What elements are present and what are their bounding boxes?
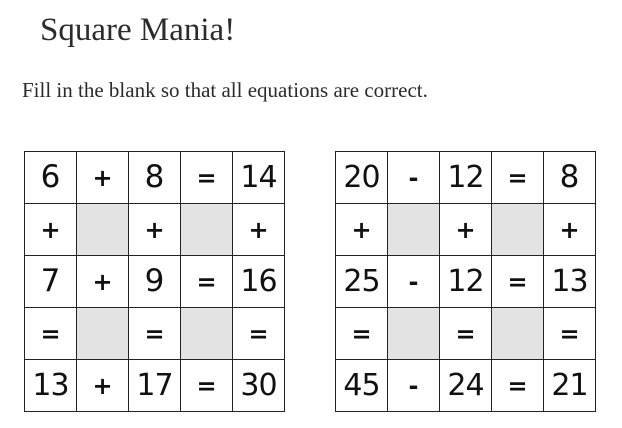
operator-cell: - bbox=[388, 256, 440, 308]
operator-cell: - bbox=[388, 360, 440, 412]
grid-cell: 7 bbox=[25, 256, 77, 308]
grid-cell: 20 bbox=[336, 152, 388, 204]
operator-cell: = bbox=[544, 308, 596, 360]
operator-cell: + bbox=[77, 360, 129, 412]
blank-cell bbox=[181, 308, 233, 360]
blank-cell bbox=[181, 204, 233, 256]
operator-cell: + bbox=[336, 204, 388, 256]
operator-cell: = bbox=[129, 308, 181, 360]
grid-cell: 24 bbox=[440, 360, 492, 412]
blank-cell bbox=[492, 308, 544, 360]
operator-cell: = bbox=[25, 308, 77, 360]
operator-cell: = bbox=[181, 360, 233, 412]
blank-cell bbox=[492, 204, 544, 256]
operator-cell: = bbox=[492, 256, 544, 308]
operator-cell: = bbox=[336, 308, 388, 360]
grid-cell: 17 bbox=[129, 360, 181, 412]
operator-cell: = bbox=[492, 360, 544, 412]
operator-cell: - bbox=[388, 152, 440, 204]
grid-cell: 30 bbox=[233, 360, 285, 412]
grid-cell: 21 bbox=[544, 360, 596, 412]
grid-cell: 12 bbox=[440, 256, 492, 308]
operator-cell: = bbox=[233, 308, 285, 360]
grid-cell: 12 bbox=[440, 152, 492, 204]
operator-cell: + bbox=[544, 204, 596, 256]
grid-cell: 45 bbox=[336, 360, 388, 412]
operator-cell: = bbox=[181, 256, 233, 308]
operator-cell: + bbox=[129, 204, 181, 256]
instruction-text: Fill in the blank so that all equations are correct. bbox=[22, 78, 428, 102]
operator-cell: = bbox=[181, 152, 233, 204]
grid-cell: 9 bbox=[129, 256, 181, 308]
grid-cell: 14 bbox=[233, 152, 285, 204]
puzzle-grid-right bbox=[335, 151, 596, 412]
operator-cell: + bbox=[233, 204, 285, 256]
grid-cell: 8 bbox=[544, 152, 596, 204]
blank-cell bbox=[388, 308, 440, 360]
grid-cell: 8 bbox=[129, 152, 181, 204]
grid-cell: 25 bbox=[336, 256, 388, 308]
page-title: Square Mania! bbox=[40, 12, 236, 48]
operator-cell: + bbox=[77, 256, 129, 308]
blank-cell bbox=[77, 204, 129, 256]
operator-cell: = bbox=[492, 152, 544, 204]
grid-cell: 16 bbox=[233, 256, 285, 308]
puzzle-grid-left bbox=[24, 151, 285, 412]
operator-cell: = bbox=[440, 308, 492, 360]
operator-cell: + bbox=[440, 204, 492, 256]
grid-cell: 13 bbox=[544, 256, 596, 308]
grid-cell: 13 bbox=[25, 360, 77, 412]
blank-cell bbox=[388, 204, 440, 256]
blank-cell bbox=[77, 308, 129, 360]
operator-cell: + bbox=[77, 152, 129, 204]
operator-cell: + bbox=[25, 204, 77, 256]
grid-cell: 6 bbox=[25, 152, 77, 204]
